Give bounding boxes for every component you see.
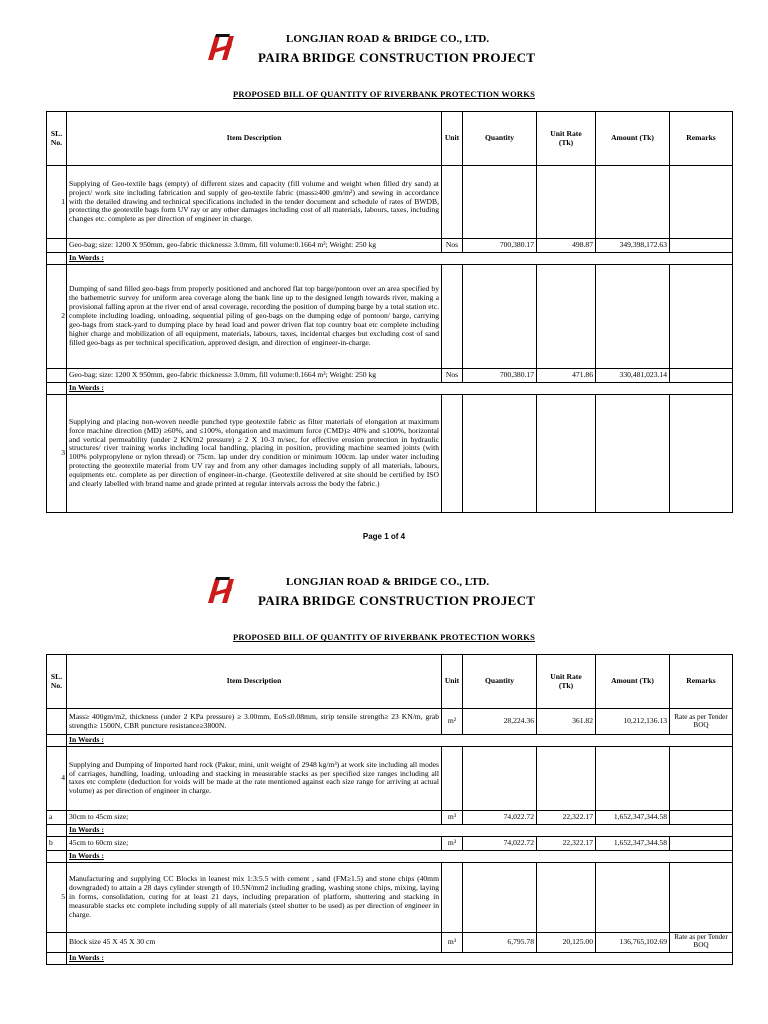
item-quantity: 700,380.17: [463, 239, 537, 253]
col-description: Item Description: [67, 112, 442, 166]
table-row: [47, 810, 733, 824]
item-sl: 5: [47, 862, 67, 932]
page-number: Page 1 of 4: [362, 532, 406, 541]
table-row: [47, 239, 733, 253]
col-quantity: Quantity: [463, 112, 537, 166]
item-description: Dumping of sand filled geo-bags from properly positioned and anchored flat top barge/pontoon over an area specified by the bathemetric survey for uniform area coverage along the bank line up to the designed length towards river, making a provisional falling apron at the river end of areal coverage, recording the position of dumping barge by a total station etc. complete including loading, unloading, sequential piling of geo-bags on the dumping edge of pontoon/ barge, carrying geo-bags from stack-yard to dumping place by head load and power driven flat top country boat etc complete including higher charge and mobilization of all equipment, materials, labours, taxes, incidental charges but excluding cost of sand filled geo-bags as per technical specification, approved design, and direction of engineer-in-charge.: [67, 264, 442, 368]
item-amount: 330,481,023.14: [596, 368, 670, 382]
table-row: [47, 264, 733, 368]
in-words-row: [47, 850, 733, 862]
item-rate: 471.86: [537, 368, 596, 382]
sub-item-label: b: [47, 836, 67, 850]
item-description: Manufacturing and supplying CC Blocks in leanest mix 1:3:5.5 with cement , sand (FM≥1.5) and stone chips (40mm downgraded) to attain a 28 days cylinder strength of 10.5N/mm2 including grading, washing stone chips, mixing, laying in forms, consolidation, curing for at least 21 days, including preparation of platform, shuttering and stacking in measurable stacks etc complete including supply of all materials (steel shutter to be used) as per direction of engineer in charge.: [67, 862, 442, 932]
item-rate: 361.82: [537, 709, 596, 735]
item-rate: 498.87: [537, 239, 596, 253]
company-logo-icon: [206, 576, 236, 604]
table-header-row: [47, 655, 733, 709]
col-quantity: Quantity: [463, 655, 537, 709]
item-quantity: 28,224.36: [463, 709, 537, 735]
item-spec: Geo-bag; size: 1200 X 950mm, geo-fabric thickness≥ 3.0mm, fill volume:0.1664 m³; Weight: 250 kg: [67, 368, 442, 382]
document-title: PROPOSED BILL OF QUANTITY OF RIVERBANK PROTECTION WORKS: [232, 89, 535, 99]
table-row: [47, 862, 733, 932]
item-spec: Geo-bag; size: 1200 X 950mm, geo-fabric thickness≥ 3.0mm, fill volume:0.1664 m³; Weight: 250 kg: [67, 239, 442, 253]
in-words-label: In Words :: [67, 850, 733, 862]
item-amount: 136,765,102.69: [596, 932, 670, 952]
item-quantity: 700,380.17: [463, 368, 537, 382]
col-unit: Unit: [442, 112, 463, 166]
in-words-row: [47, 253, 733, 265]
in-words-row: [47, 952, 733, 964]
item-rate: 22,322.17: [537, 836, 596, 850]
table-row: [47, 746, 733, 810]
in-words-row: [47, 824, 733, 836]
in-words-label: In Words :: [67, 824, 733, 836]
col-sl: SL. No.: [47, 655, 67, 709]
item-description: Supplying and placing non-woven needle punched type geotextile fabric as filter materials of elongation at maximum force machine direction (MD) ≥60%, and ≤100%, elongation and maximum force (CMD)≥ 40% and ≤100%, horizontal and vertical permeability (under 2 KN/m2 pressure) ≥ 2 X 10-3 m/sec, for effective erosion protection in hydraulic structures/ river training works including local handling, placing in position, providing machine seamed joints (with 100% polypropylene or nylon thread) or 75cm. lap under dry condition or minimum 100cm. lap under water including protecting the geotextile material from UV ray and from any other damages including supply of all materials, labours, equipments etc. complete as per direction of engineer-in-charge. (Geotextile delivered at site should be certified by ISO and clearly labelled with brand name and grade printed at regular intervals across the body the fabric.): [67, 394, 442, 512]
table-row: [47, 368, 733, 382]
col-remarks: Remarks: [670, 655, 733, 709]
col-unit-rate: Unit Rate (Tk): [537, 112, 596, 166]
company-logo-icon: [206, 33, 236, 61]
table-header-row: [47, 112, 733, 166]
item-spec: 45cm to 60cm size;: [67, 836, 442, 850]
in-words-label: In Words :: [67, 382, 733, 394]
col-sl: SL. No.: [47, 112, 67, 166]
item-quantity: 74,022.72: [463, 810, 537, 824]
project-name: PAIRA BRIDGE CONSTRUCTION PROJECT: [258, 50, 536, 65]
item-unit: m²: [442, 709, 463, 735]
item-amount: 349,398,172.63: [596, 239, 670, 253]
item-sl: 4: [47, 746, 67, 810]
item-rate: 20,125.00: [537, 932, 596, 952]
item-unit: m³: [442, 810, 463, 824]
in-words-row: [47, 735, 733, 747]
item-quantity: 6,795.78: [463, 932, 537, 952]
table-row: [47, 836, 733, 850]
item-sl: 1: [47, 166, 67, 239]
item-unit: m³: [442, 836, 463, 850]
document-title: PROPOSED BILL OF QUANTITY OF RIVERBANK PROTECTION WORKS: [232, 632, 535, 642]
page-2: [0, 548, 768, 1024]
item-rate: 22,322.17: [537, 810, 596, 824]
col-amount: Amount (Tk): [596, 112, 670, 166]
boq-table: [46, 654, 733, 965]
item-unit: Nos: [442, 239, 463, 253]
company-name: LONGJIAN ROAD & BRIDGE CO., LTD.: [286, 33, 490, 45]
item-amount: 10,212,136.13: [596, 709, 670, 735]
sub-item-label: a: [47, 810, 67, 824]
in-words-row: [47, 382, 733, 394]
col-remarks: Remarks: [670, 112, 733, 166]
item-quantity: 74,022.72: [463, 836, 537, 850]
table-row: [47, 166, 733, 239]
item-description: Supplying of Geo-textile bags (empty) of different sizes and capacity (fill volume and weight when filled dry sand) at project/ work site including fabrication and supply of geo-textile fabric (mass≥400 gm/m²) and sewing in accordance with the detailed drawing and technical specifications included in the tender document and schedule of rates of BWDB, protecting the geotextile bags form UV ray or any other damages including cost of all materials, labours, taxes, including changes etc. complete as per direction of engineer in charge.: [67, 166, 442, 239]
item-description: Mass≥ 400gm/m2, thickness (under 2 KPa pressure) ≥ 3.00mm, EoS≤0.08mm, strip tensile strength≥ 23 KN/m, grab strength≥ 1500N, CBR puncture resistance≥3800N.: [67, 709, 442, 735]
project-name: PAIRA BRIDGE CONSTRUCTION PROJECT: [258, 593, 536, 608]
item-amount: 1,652,347,344.58: [596, 836, 670, 850]
in-words-label: In Words :: [67, 253, 733, 265]
company-name: LONGJIAN ROAD & BRIDGE CO., LTD.: [286, 576, 490, 588]
table-row: [47, 709, 733, 735]
item-description: Supplying and Dumping of Imported hard rock (Pakur, mini, unit weight of 2948 kg/m³) at work site including all modes of carriages, handling, loading, unloading and stacking in measurable stacks as per specified size ranges including all taxes etc complete (deduction for voids will be made at the rate mentioned against each size range for arriving at actual volume) as per direction of engineer in charge.: [67, 746, 442, 810]
table-row: [47, 394, 733, 512]
col-unit-rate: Unit Rate (Tk): [537, 655, 596, 709]
in-words-label: In Words :: [67, 735, 733, 747]
col-amount: Amount (Tk): [596, 655, 670, 709]
col-description: Item Description: [67, 655, 442, 709]
item-amount: 1,652,347,344.58: [596, 810, 670, 824]
item-sl: 3: [47, 394, 67, 512]
boq-table: [46, 111, 733, 513]
item-spec: Block size 45 X 45 X 30 cm: [67, 932, 442, 952]
item-remarks: Rate as per Tender BOQ: [670, 709, 733, 735]
item-unit: Nos: [442, 368, 463, 382]
item-remarks: Rate as per Tender BOQ: [670, 932, 733, 952]
item-spec: 30cm to 45cm size;: [67, 810, 442, 824]
item-unit: m³: [442, 932, 463, 952]
in-words-label: In Words :: [67, 952, 733, 964]
item-sl: 2: [47, 264, 67, 368]
col-unit: Unit: [442, 655, 463, 709]
table-row: [47, 932, 733, 952]
